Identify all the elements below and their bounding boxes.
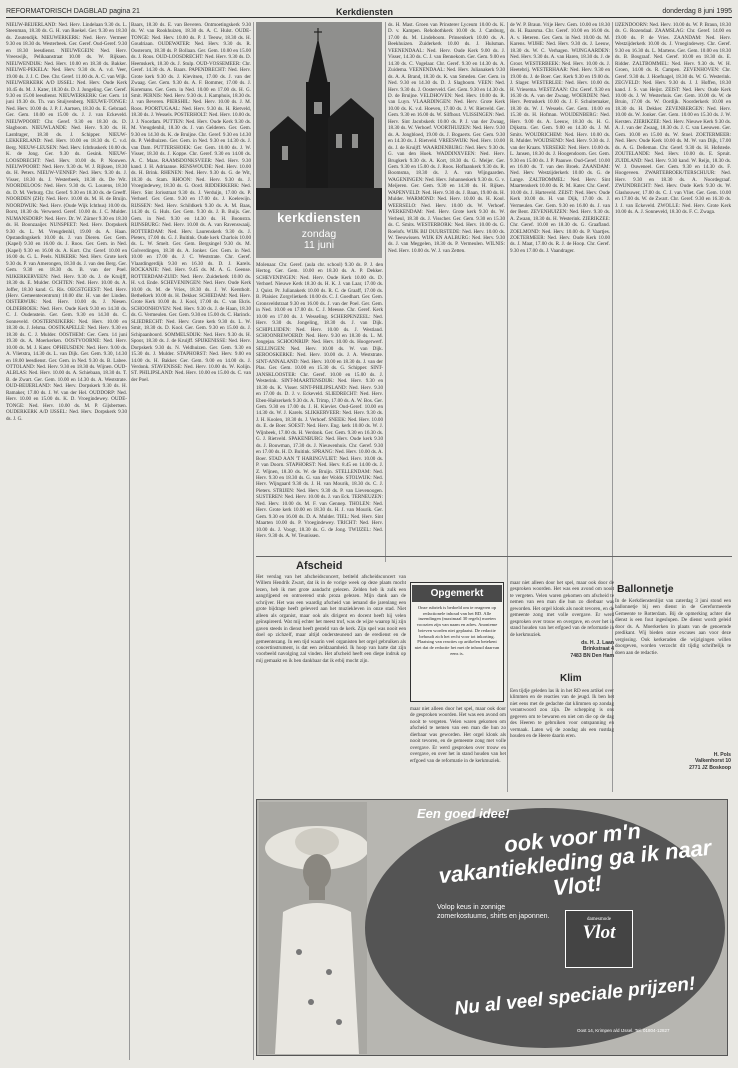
opgemerkt-title: Opgemerkt xyxy=(412,585,502,602)
church-services-column-2: Baars, 18.30 ds. E. van Beveren. Ontmoetingskerk 9.30 ds. W. van Rookhuizen, 18.30 ds. A. C. Hulst. OUDE-TONGE: Ned. Herv. 10.00 ds. P. J. Teeuw, 18.30 ds. H. Goudriaan. OUDEWATER: Ned. Herv. 9.30 ds. R. Oosterom, 18.30 ds. P. Bollaan. Ger. Gem. 10.00 en 15.00 ds. J. Roos. OUD-LOOSDRECHT: Ned. Herv. 9.30 ds. D. Heemskerk, 18.30 ds. J. Stulp. OUD-VOSSEMEER: Chr. Geref. 14.30 ds. A. Baars. PAPENDRECHT: Ned. Herv. Grote kerk 9.30 ds. J. Kievitsen, 17.00 ds. J. van der Zwaag. Ger. Gem. 9.30 ds. A. F. Bommer, 17.00 ds. J. Koremans. Ger. Gem. in Ned. 10.00 en 17.00 ds. H. G. Smit. PERNIS: Ned. Herv. 9.30 ds. J. Kamphuis, 18.30 ds. J. van Beveren. PIERSHIL: Ned. Herv. 10.00 ds. J. M. Roos. POORTUGAAL: Ned. Herv. 9.30 ds. H. Rietveld, 18.30 ds. J. Wessels. POSTERHOLT: Ned. Herv. 10.00 ds. J. J. Noordam. PUTTEN: Ned. Herv. Oude Kerk 9.30 ds. M. Vreugdenhil, 18.30 ds. J. van Gelderen. Ger. Gem. 9.30 en 14.30 ds. K. de Bruijne. Chr. Geref. 9.30 en 14.30 ds. P. Veldhuizen. Ger. Gem. in Ned. 9.30 en 14.30 ds. J. van Dam. PUTTERSHOEK: Ger. Gem. 10.00 ds. J. W. Visser, 18.30 ds. J. Koppe. Chr. Geref. 9.30 en 14.00 ds. A. C. Maas. RAAMSDONKSVEER: Ned. Herv. 9.30 kand. J. H. Adriaanse. RENSWOUDE: Ned. Herv. 10.00 ds. H. Brink. RHENEN: Ned. Herv. 9.30 ds. G. de Wit, 18.30 ds. Stam. RHOON: Ned. Herv. 9.30 ds. J. Vroegindewey, 18.30 ds. G. Oord. RIDDERKERK: Ned. Herv. Sint Jorisstraat 9.30 ds. J. Verduijn, 17.00 ds. P. Verhoef. Ger. Gem. 9.30 en 17.00 ds. J. Koelewijn. RIJSSEN: Ned. Herv. Schildkerk 9.30 ds. A. M. Baas, 14.30 ds. G. Huls. Ger. Gem. 9.30 ds. J. B. Buijs. Ger. Gem. in Ned. 9.30 en 14.30 ds. H. Boonstra. RIJNSBURG: Ned. Herv. 10.00 ds. A. van Ravenswaaij. ROTTERDAM: Ned. Herv. Laurenskerk 9.30 ds. J. Pieters, 17.00 ds. G. J. Buitink. Oude kerk Charlois 10.00 ds. L. W. Smelt. Ger. Gem. Bergsingel 9.30 ds. M. Golverdingen, 18.30 ds. A. Jonker. Ger. Gem. in Ned. 10.00 en 17.00 ds. J. C. Weststrate. Chr. Geref. Vlaardingerdijk 9.30 en 16.30 ds. D. J. Karels. ROCKANJE: Ned. Herv. 9.45 ds. M. A. G. Geense. ROTTERDAM-ZUID: Ned. Herv. Zuiderkerk 10.00 ds. H. v.d. Ende. SCHEVENINGEN: Ned. Herv. Oude Kerk 10.00 ds. M. de Vries, 18.30 ds. J. W. Kerstholt. Bethelkerk 10.00 ds. H. Dekker. SCHIEDAM: Ned. Herv. Grote Kerk 10.00 ds. J. Kool, 17.00 ds. C. van Ekris. SCHOONHOVEN: Ned. Herv. 9.30 ds. J. de Haan, 18.30 ds. G. Vermeulen. Ger. Gem. 9.30 en 15.00 ds. C. Harinck. SLIEDRECHT: Ned. Herv. Grote kerk 9.30 ds. L. W. Smit, 18.30 ds. D. Kool. Ger. Gem. 9.30 en 15.00 ds. J. Schipaanboord. SOMMELSDIJK: Ned. Herv. 9.30 ds. H. Spoor, 18.30 ds. J. de Kruijff. SPIJKENISSE: Ned. Herv. Dorpskerk 9.30 ds. N. Veldhuizen. Ger. Gem. 9.30 en 15.30 ds. J. Mulder. STAPHORST: Ned. Herv. 9.00 en 14.00 ds. H. Bakker. Ger. Gem. 9.00 en 14.00 ds. J. Verdonk. STAVENISSE: Ned. Herv. 10.00 ds. W. Kolijn. ST. PHILIPSLAND: Ned. Herv. 10.00 en 15.00 ds. C. van der Poel. xyxy=(131,22,251,383)
column-divider xyxy=(385,22,386,562)
column-divider xyxy=(129,22,130,1060)
church-services-column-4: ds. H. Mast. Groen van Prinsterer Lyceum 10.00 ds. K. D. v. Kampen. Rehobothkerk 10.00 ds. J. Catsburg, 17.00 ds. M. Lindeboom. Prinsenkerk 10.00 ds. A. Beekhuizen. Zuiderkerk 10.00 ds. J. Hulsman. VEENENDAAL: Ned. Herv. Oude Kerk 9.00 ds. J. Visser, 14.30 ds. C. J. van Bennekom. Ger. Gem. 9.00 en 14.30 ds. C. Vogelaar. Chr. Geref. 9.30 en 14.30 ds. A. Zuidema. VEENENDAAL: Ned. Herv. Julianakerk 9.30 ds. A. A. Brand, 18.30 ds. K. van Smeden. Ger. Gem. in Ned. 9.30 en 14.30 ds. D. J. Slagboom. VEEN: Ned. Herv. 9.30 ds. J. Oosterveld. Ger. Gem. 9.30 en 14.30 ds. D. de Bruijne. VELDHOVEN: Ned. Herv. 10.00 ds. R. van Luyn. VLAARDINGEN: Ned. Herv. Grote Kerk 10.00 ds. K. v.d. Hoeven, 17.00 ds. J. W. Rietveld. Ger. Gem. 9.30 en 16.00 ds. W. Silfhout. VLISSINGEN: Ned. Herv. Sint Jacobskerk 10.00 ds. P. J. van der Zwaag, 18.30 ds. W. Verhoef. VOORTHUIZEN: Ned. Herv. 9.30 ds. A. Jongbloed, 19.00 ds. J. Bogaerts. Ger. Gem. 9.30 en 14.30 ds. J. Rietveld. VREESWIJK: Ned. Herv. 10.00 ds. J. de Kruijff. WAARDENBURG: Ned. Herv. 9.30 ds. G. van den Hoek. WADDINXVEEN: Ned. Herv. Brugkerk 9.30 ds. A. Kort, 18.30 ds. G. Meijer. Ger. Gem. 9.30 en 15.00 ds. J. Roos. Hoflaankerk 9.30 ds. R. Boomsma, 18.30 ds. J. A. van Wijngaarden. WAGENINGEN: Ned. Herv. Johanneskerk 9.30 ds. G. v. Meijeren. Ger. Gem. 9.30 en 14.30 ds. H. Rijken. WAPENVELD: Ned. Herv. 9.30 ds. J. Baan, 19.00 ds. H. Mulder. WARMOND: Ned. Herv. 10.00 ds. H. Kool. WEERSELO: Ned. Herv. 10.00 ds. W. Verhoef. WERKENDAM: Ned. Herv. Grote kerk 9.30 ds. W. Verheul, 18.30 ds. J. Visscher. Ger. Gem. 9.30 en 15.30 ds. C. Smits. WESTERBORK: Ned. Herv. 10.00 ds. G. Roelofs. WIJK BIJ DUURSTEDE: Ned. Herv. 10.00 ds. W. Teeuwissen. WIJK EN AALBURG: Ned. Herv. 9.30 ds. J. van Meggelen, 18.30 ds. P. Vermeulen. WILNIS: Ned. Herv. 10.00 ds. W. J. van Zetten. xyxy=(388,22,505,254)
header-paper-name: REFORMATORISCH DAGBLAD pagina 21 xyxy=(6,8,140,15)
ad-bottom-slogan: Nu al veel speciale prijzen! xyxy=(453,973,697,1020)
church-services-column-5: de W. P. Braun. Vrije Herv. Gem. 10.00 en 18.30 ds. H. Baarsma. Chr. Geref. 10.00 en 16.00 ds. A. v. Heteren. Ger. Gem. in Ned. 10.00 ds. M. Karens. WIJHE: Ned. Herv. 9.30 ds. J. Leeuw, 18.30 ds. W. C. Verhagen. WIJNGAARDEN: Ned. Herv. 9.30 ds. A. van Haren, 18.30 ds. J. de Groot. WESTERBEEK: Ned. Herv. 10.00 ds. J. Heetebrij. WESTERHAAR: Ned. Herv. 9.30 en 19.00 ds. J. de Boer. Ger. Kerk 9.30 en 19.00 ds. J. Slager. WESTERLEE: Ned. Herv. 10.00 ds. H. Vriesema. WESTZAAN: Chr. Geref. 9.30 en 16.30 ds. A. van der Zwaag. WOERDEN: Ned. Herv. Petruskerk 10.00 ds. J. F. Schuitemaker, 18.30 ds. W. J. Wessels. Ger. Gem. 10.00 en 15.30 ds. H. Hofman. WOUDENBERG: Ned. Herv. 9.00 ds. A. Leeuw, 18.30 ds. H. G. Dijkstra. Ger. Gem. 9.00 en 14.30 ds. J. M. Smits. WOUDRICHEM: Ned. Herv. 10.00 ds. R. Mulder. WOUDSEND: Ned. Herv. 9.30 ds. J. van der Kraats. YERSEKE: Ned. Herv. 10.00 ds. L. Jansen, 18.30 ds. J. Hoogendoorn. Ger. Gem. 9.30 en 15.00 ds. J. P. Paauwe. Oud-Geref. 10.00 en 16.00 ds. T. van den Broek. ZAANDAM: Ned. Herv. Westzijderkerk 10.00 ds. G. de Lange. ZALTBOMMEL: Ned. Herv. Sint Maartenskerk 10.00 ds. R. M. Kater. Chr. Geref. 10.00 ds. J. Harteveld. ZEIST: Ned. Herv. Oude Kerk 10.00 ds. H. van Dijk, 17.00 ds. J. Vermeulen. Ger. Gem. 9.30 en 16.00 ds. J. van der Bent. ZEVENHUIZEN: Ned. Herv. 9.30 ds. A. Zwaan, 18.30 ds. H. Westerink. ZIERIKZEE: Chr. Geref. 10.00 en 18.30 ds. G. Graafland. ZOELMOND: Ned. Herv. 10.00 ds. P. Vaartjes. ZOETERMEER: Ned. Herv. Oude Kerk 10.00 ds. J. Maat, 17.00 ds. R. J. de Hoop. Chr. Geref. 9.30 en 17.00 ds. J. Vaandrager. xyxy=(510,22,610,254)
ad-headline: ook voor m'n vakantiekleding ga ik naar Vlot! xyxy=(437,818,713,901)
column-divider xyxy=(612,22,613,792)
banner-date: zondag 11 juni xyxy=(301,228,337,251)
banner-title: kerkdiensten xyxy=(277,210,361,225)
page-header xyxy=(6,6,732,18)
section-divider xyxy=(256,556,732,557)
church-services-column-3: Molenaar. Chr. Geref. (aula chr. school) 9.30 ds. P. J. den Hertog. Ger. Gem. 10.00 en 18.30 ds. A. P. Dekker. SCHEVENINGEN: Ned. Herv. Oude Kerk 10.00 ds. D. Verhoef. Nieuwe Kerk 18.30 ds. H. K. J. van Laar, 17.00 ds. J. Quist. Pr. Julianakerk 10.00 ds. R. C. de Graaff, 17.00 ds. B. Plaisier. Zorgvlietkerk 10.00 ds. C. J. Goedhart. Ger. Gem. Gronsveldstraat 9.30 en 16.00 ds. J. van der Poel. Ger. Gem. in Ned. 10.00 en 17.00 ds. C. J. Meeuse. Chr. Geref. Kerk 10.00 en 17.00 ds. J. Wesseling. SCHERPENZEEL: Ned. Herv. 9.30 ds. Jongeling, 18.30 ds. J. van Dijk. SCHIPLUIDEN: Ned. Herv. 10.00 ds. J. Westland. SCHOONREWOERD: Ned. Herv. 9.30 en 18.30 ds. L. M. Jongejan. SCHOONRIJP: Ned. Herv. 10.00 ds. Hoogerwerf. SELLINGEN: Ned. Herv. 10.00 ds. W. van Dijk. SEROOSKERKE: Ned. Herv. 10.00 ds. J. A. Weststrate. SINT-ANNALAND: Ned. Herv. 10.00 en 18.30 ds. J. van der Plas. Ger. Gem. 10.00 en 15.30 ds. G. Schipper. SINT-JANSKLOOSTER: Chr. Geref. 10.00 en 15.00 ds. J. Westerink. SINT-MAARTENSDIJK: Ned. Herv. 9.30 en 18.30 ds. K. Visser. SINT-PHILIPSLAND: Ned. Herv. 9.30 en 17.00 ds. D. J. v. Eckeveld. SLIEDRECHT: Ned. Herv. Eben-Haëzerkerk 9.30 ds. A. Trimp, 17.00 ds. A. W. Bos. Ger. Gem. 9.30 en 17.00 ds. J. H. Kieviet. Oud-Geref. 10.00 en 14.30 ds. W. J. Karels. SLIKKERVEER: Ned. Herv. 9.30 ds. J. H. Koolen, 18.30 ds. J. Verhoef. SNEEK: Ned. Herv. 10.00 ds. E. de Boer. SOEST: Ned. Herv. Eng. kerk 10.00 ds. W. J. Wijnbeek, 17.00 ds. H. Verdonk. Ger. Gem. 9.30 en 16.30 ds. G. J. Rietveld. SPAKENBURG: Ned. Herv. Oude kerk 9.30 ds. J. Bouwman, 17.30 ds. J. Nieuwenhuis. Chr. Geref. 9.30 en 17.00 ds. H. D. Buitink. SPRANG: Ned. Herv. 10.00 ds. A. Boer. STAD AAN 'T HARINGVLIET: Ned. Herv. 10.00 ds. P. van Doorn. STAPHORST: Ned. Herv. 8.45 en 14.00 ds. J. Z. Wijnen, 18.30 ds. W. de Bruijn. STELLENDAM: Ned. Herv. 9.30 en 18.30 ds. G. van der Wolde. STOLWIJK: Ned. Herv. Wijngaard 9.30 ds. J. H. van Mourik, 18.30 ds. C. J. Pieters. STRIJEN: Ned. Herv. 9.30 ds. P. van Lievenoogen. SUSTEREN: Ned. Herv. 10.00 ds. J. van Eck. TERNEUZEN: Ned. Herv. 10.00 ds. M. F. van Gennep. THOLEN: Ned. Herv. Grote kerk 10.00 en 18.30 ds. H. J. van Mourik. Ger. Gem. 9.30 en 16.00 ds. D. A. Mulder. TIEL: Ned. Herv. Sint Maarten 10.00 ds. P. Vroegindewey. TRICHT: Ned. Herv. 10.00 ds. J. Voogt, 18.30 ds. G. de Jong. TWIJZEL: Ned. Herv. 9.30 ds. A. W. Teunissen. xyxy=(256,262,383,540)
ad-subtext: Volop keus in zonnige zomerkostuums, shirts en japonnen. xyxy=(437,904,550,920)
church-services-column-1: NIEUW-BEIJERLAND: Ned. Herv. Lindelaan 9.30 ds. L. Steenman, 18.30 ds. G. H. van Roekel. Ger. 9.30 en 18.30 ds. Zoutendijk. NIEUWERKERK: Ned. Herv. Vermeer 9.30 en 18.30 ds. Westerbeek. Ger. Geref. Oud-Geref. 9.30 en 18.30 leesdienst. NIEUWEGEIN: Ned. Herv. Vreeswijk, Pelikaanstraat 10.00 ds. W. Rijksen. NIEUWENDIJK: Ned. Herv. 10.00 en 18.30 ds. Bakker. NIEUWE-PEKELA: Ned. Herv. 9.30 ds. A. v.d. Veer, 19.00 ds. J. J. C. Dee. Chr. Geref. 11.00 ds. A. C. van Wijk. NIEUWERKERK A/D IJSSEL: Ned. Herv. Oude Kerk 10.45 ds. M. J. Kater, 18.30 ds. D. J. Jongeling. Ger. Geref. 9.30 en 15.00 leesdienst. NIEUWERKERK: Ger. Gem. 14 juni 19.30 ds. Th. van Stuijvenberg. NIEUWE-TONGE: Ned. Herv. 10.00 ds. J. P. J. Aartsen, 18.30 ds. E. Gebraad. Ger. Gem. 10.00 en 15.00 ds. J. J. van Eckeveld. NIEUWPOORT: Chr. Geref. 9.30 en 18.30 ds. D. Slagboom. NIEUWLANDE: Ned. Herv. 9.30 ds. H. Lastdrager, 18.30 ds. J. Schipper. NIEUW-LEKKERLAND: Ned. Herv. 10.00 en 18.30 ds. C. v.d. Berg. NIEUW-LEUSEN: Ned. Herv. Ichthuskerk 10.00 ds. K. de Jong. Ger. 9.30 ds. Gesink. NIEUW-LOOSDRECHT: Ned. Herv. 10.00 ds. P. Nouwen. NIEUWPOORT: Ned. Herv. 9.30 ds. W. J. Rijksen, 18.30 ds. H. Peters. NIEUW-VENNEP: Ned. Herv. 9.30 ds. J. Visser, 18.30 ds. J. Westerbeek, 18.30 ds. De Wit. NOORDELOOS: Ned. Herv. 9.30 ds. G. Lourens, 18.30 ds. D. M. Verburg. Chr. Geref. 9.30 en 18.30 ds. de Greeff. NOORDEN (ZH): Ned. Herv. 10.00 ds. M. H. de Bruijn. NOORDWIJK: Ned. Herv. (Oude Wijk Ichthus) 10.00 ds. Borst, 18.30 ds. Verwoerd. Geref. 10.00 ds. J. C. Mulder. NUMANSDORP: Ned. Herv. Dr. W. Zürner 9.30 en 18.30 ds. H. Boonzaaijer. NUNSPEET: Ned. Herv. Dorpskerk 9.30 ds. L. M. Vreugdenhil, 19.00 ds. A. Haan. Opstandingskerk 10.00 ds. J. van Dieren. Ger. Gem. (Kapel) 9.30 en 16.00 ds. J. Roos. Ger. Gem. in Ned. (Kapel) 9.30 en 16.00 ds. A. Kort. Chr. Geref. 10.00 en 16.00 ds. G. L. Peels. NIJKERK: Ned. Herv. Grote kerk 9.30 ds. P. van Amerongen, 18.30 ds. J. van den Berg. Ger. Gem. 9.30 en 18.30 ds. B. van der Poel. NIJKERKERVEEN: Ned. Herv. 9.30 ds. J. de Kruijff, 18.30 ds. E. Mulder. OCHTEN: Ned. Herv. 10.00 ds. A. Joffer, 18.30 kand. G. Ris. OEGSTGEEST: Ned. Herv. (Herv. Gemeentecentrum) 10.00 dhr. H. van der Linden. OISTERWIJK: Ned. Herv. 10.00 ds. J. Niesen. OLDEBROEK: Ned. Herv. Oude Kerk 9.30 en 14.30 ds. C. J. Oudenstein. Ger. Gem. 9.30 en 14.30 ds. C. Sonneveld. OOSTERNIJKERK: Ned. Herv. 10.00 en 18.30 ds. J. Jelsma. OOSTKAPELLE: Ned. Herv. 9.30 en 18.30 ds. C. J. Mulder. OOSTHEM: Ger. Gem. 14 juni 19.30 ds. A. Moerkerken. OOSTVOORNE: Ned. Herv. 10.00 ds. M. J. Kater. OPHEUSDEN: Ned. Herv. 9.00 ds. A. Vlietstra, 14.30 ds. L. van Dijk. Ger. Gem. 9.30, 14.30 en 18.00 leesdienst. Ger. Gem. in Ned. 9.30 ds. B. Labee. OTTOLAND: Ned. Herv. 9.30 en 18.30 ds. Wijnen. OUD-ALBLAS: Ned. Herv. 10.00 ds. A. Schiebaan, 18.30 ds. T. B. de Zwart. Ger. Gem. 10.00 en 14.30 ds. A. Weststrate. OUD-BEIJERLAND: Ned. Herv. Dorpskerk 9.30 ds. H. Ramaker, 17.00 ds. J. W. van der Hel. OUDDORP: Ned. Herv. 10.00 en 15.00 ds. K. D. Vroegindewey. OUDE-TONGE: Ned. Herv. 10.00 ds. M. P. Gijsbertsen. OUDERKERK A/D IJSSEL: Ned. Herv. Dorpskerk 9.30 ds. J. G. xyxy=(6,22,127,422)
column-divider xyxy=(507,22,508,792)
vlot-logo: damesmode Vlot xyxy=(565,910,633,968)
ballonnetje-signature: H. Pols Valkenhorst 10 2771 JZ Boskoop xyxy=(689,752,731,771)
vlot-advertisement xyxy=(256,799,728,1056)
ballonnetje-text: In de Kerkdienstenlijst van zaterdag 3 juni stond een ballonnetje bij een dienst in de Gereformeerde Gemeente te Rotterdam. Bij de opmerking achter die dienst is een fout ingeslopen. De dienst wordt geleid door ds. A. Moerkerken in plaats van de genoemde predikant. Wij bieden onze excuses aan voor deze vergissing. Ook kerkeraden die wijzigingen willen doorgeven, worden verzocht dit tijdig schriftelijk te doen aan de redactie. xyxy=(615,598,731,656)
column-divider xyxy=(253,22,254,1060)
opgemerkt-box xyxy=(410,582,504,702)
ballonnetje-title: Ballonnetje xyxy=(617,583,674,595)
afscheid-text: Het verslag van het afscheidsconcert, betiteld afscheidsconcert van Willem Hendrik Zwart, dat ik in de vorige week op deze plaats mocht lezen, heb ik met grote aandacht gelezen. Zelden heb ik zulk een aangrijpend en ontroerend stuk proza gelezen. Mijn dank aan de schrijver. Het was een waardig afscheid van iemand die jarenlang een grote bijdrage heeft geleverd aan het muziekleven in onze stad. Niet alleen als organist, maar ook als dirigent en docent heeft hij velen geïnspireerd. Wat mij echter het meest trof, was de wijze waarop hij zijn gaven steeds in dienst heeft gesteld van de kerk. Zijn spel was nooit een doel op zichzelf, maar altijd ondersteunend aan de eredienst en de gemeentezang. In een tijd waarin veel organisten het orgel gebruiken als concertinstrument, is dat een zeldzaamheid. Ik hoop van harte dat zijn voorbeeld navolging zal vinden. Het afscheid heeft een diepe indruk op mij gemaakt en ik ben dankbaar dat ik erbij mocht zijn. xyxy=(256,574,406,664)
ad-address: Oost 14, Krimpen a/d IJssel. Tel. 01804-12827 xyxy=(577,1028,670,1033)
church-illustration xyxy=(256,22,382,210)
ad-tagline: Een goed idee! xyxy=(417,806,510,821)
klim-text: Een tijdje geleden las ik in het RD een artikel over klimmen en de reacties van de jeugd. Ik ben het niet eens met de gedachte dat klimmen op zondag verantwoord zou zijn. De schepping is ons gegeven om te bewaren en niet om die op de dag des Heeren te gebruiken voor ontspanning en vermaak. Laten wij de zondag als een rustdag houden en de Heere daarin eren. xyxy=(510,688,614,740)
header-section-title: Kerkdiensten xyxy=(336,7,394,17)
kerkdiensten-banner xyxy=(256,22,382,258)
klim-title: Klim xyxy=(560,673,582,684)
woman-with-hat-photo xyxy=(259,802,367,1054)
afscheid-signature: ds. H. J. Laan Brinkstraat 4 7483 BN Den Ham xyxy=(570,640,614,659)
afscheid-text-continued: maar niet alleen door het spel, maar ook door de gesproken woorden. Het was een avond om nooit te vergeten. Velen waren gekomen om afscheid te nemen van een man die hun zo dierbaar was geworden. Het orgel klonk als nooit tevoren, en de gemeente zong met volle overgave. Er werd gesproken over trouw en overgave, en over het in stand houden van het erfgoed van de reformatie in de kerkmuziek. xyxy=(410,706,506,764)
afscheid-text-col-b: maar niet alleen door het spel, maar ook door de gesproken woorden. Het was een avond om nooit te vergeten. Velen waren gekomen om afscheid te nemen van een man die hun zo dierbaar was geworden. Het orgel klonk als nooit tevoren, en de gemeente zong met volle overgave. Er werd gesproken over trouw en overgave, en over het in stand houden van het erfgoed van de reformatie in de kerkmuziek. xyxy=(510,580,614,636)
header-date: donderdag 8 juni 1995 xyxy=(662,8,732,15)
afscheid-title: Afscheid xyxy=(296,560,343,572)
church-services-column-6: IJZENDOORN: Ned. Herv. 10.00 ds. W. P. Braun, 18.30 ds. G. Rozendaal. ZAAMSLAG: Chr. Geref. 14.00 en 19.00 ds. P. de Vries. ZAANDAM: Ned. Herv. Westzijderkerk 10.00 ds. J. Vroegindewey. Chr. Geref. 9.30 en 16.30 ds. L. Martens. Ger. Gem. 10.00 en 18.30 ds. B. Bosgraaf. Ned. Geref. 10.00 en 18.30 ds. E. Ridder. ZALTBOMMEL: Ned. Herv. 9.30 ds. W. H. Groen, 14.00 ds. R. Campen. ZEVENHOVEN: Chr. Geref. 9.30 ds. J. Hoefnagel, 18.30 ds. W. G. Westerink. ZEGVELD: Ned. Herv. 9.30 ds. J. J. Hoffen, 18.30 kand. J. S. van Heijst. ZEIST: Ned. Herv. Oude Kerk 10.00 ds. J. W. Westerhuis. Ger. Gem. 10.00 ds. W. de Bruin, 17.00 ds. W. Oordijk. Noorderkerk 10.00 en 18.30 ds. H. Dekker. ZEVENBERGEN: Ned. Herv. 10.00 ds. W. Jonker. Ger. Gem. 10.00 en 15.30 ds. J. W. Kersten. ZIERIKZEE: Ned. Herv. Nieuwe Kerk 9.30 ds. A. J. van der Zwaag, 18.30 ds. J. C. van Leeuwen. Ger. Gem. 10.00 en 15.00 ds. W. Stoel. ZOETERMEER: Ned. Herv. Oude Kerk 10.00 ds. M. W. van Dijk, 17.00 ds. A. G. Delleman. Chr. Geref. 9.30 ds. H. Hofstede. ZOUTELANDE: Ned. Herv. 10.00 ds. E. Spruit. ZUIDLAND: Ned. Herv. 9.30 kand. W. Reijn, 18.30 ds. W. J. Ouweneel. Ger. Gem. 9.30 en 14.30 ds. F. Hoogeveen. ZWARTEBROEK/TERSCHUUR: Ned. Herv. 9.30 en 18.30 ds. A. Noordegraaf. ZWIJNDRECHT: Ned. Herv. Oude Kerk 9.30 ds. W. Glashouwer, 17.00 ds. C. J. van Vliet. Ger. Gem. 10.00 en 17.00 ds. W. de Zwart. Chr. Geref. 9.30 en 16.30 ds. J. J. van Eckeveld. ZWOLLE: Ned. Herv. Grote Kerk 10.00 ds. A. J. Sonneveld, 18.30 ds. F. C. Zwaga. xyxy=(615,22,731,216)
opgemerkt-text: Onze rubriek is bedoeld om te reageren op redactionele inhoud van het RD. Alle inzendingen (maximaal 30 regels) moeten voorzien zijn van naam en adres. Anonieme brieven worden niet geplaatst. De redactie behoudt zich het recht voor tot inkorting. Plaatsing van reacties op artikelen betekent niet dat de redactie het met de inhoud daarvan eens is. xyxy=(414,605,500,656)
